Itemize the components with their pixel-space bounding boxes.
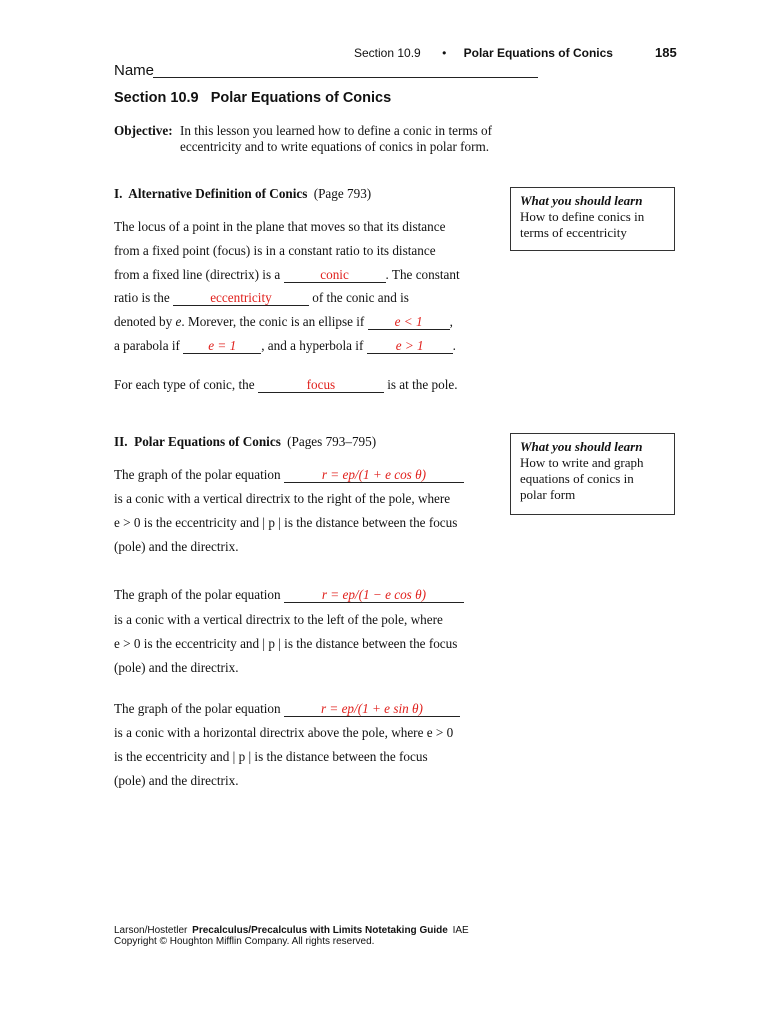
footer-authors: Larson/Hostetler: [114, 925, 188, 936]
header-bullet: •: [442, 46, 447, 60]
p1-line-4b: of the conic and is: [312, 290, 409, 305]
answer-parabola[interactable]: e = 1: [183, 338, 261, 354]
p1-line-1: The locus of a point in the plane that moves so that its distance: [114, 219, 446, 234]
answer-conic[interactable]: conic: [284, 267, 386, 283]
p2-block1-line-1: [114, 467, 464, 483]
sidebox-line: terms of eccentricity: [520, 225, 627, 240]
part1-heading-text: I. Alternative Definition of Conics: [114, 186, 308, 201]
part1-heading: [114, 186, 371, 202]
footer-credit: [114, 925, 469, 936]
sidebox-title: What you should learn: [520, 193, 643, 208]
objective-line-1: In this lesson you learned how to define a conic in terms of: [180, 123, 493, 138]
p1-line-7: [114, 377, 458, 393]
p2-lead: The graph of the polar equation: [114, 701, 281, 716]
name-line[interactable]: [153, 77, 538, 78]
part2-heading: [114, 434, 376, 450]
p1-line-5c: ,: [449, 314, 453, 329]
sidebox-line: How to define conics in: [520, 209, 645, 224]
p1-line-3a: from a fixed line (directrix) is a: [114, 267, 281, 282]
p1-line-3b: . The constant: [385, 267, 460, 282]
answer-ellipse[interactable]: e < 1: [368, 314, 450, 330]
p1-line-6b: , and a hyperbola if: [261, 338, 364, 353]
p1-line-6c: .: [452, 338, 456, 353]
p1-line-2: from a fixed point (focus) is in a constant ratio to its distance: [114, 243, 436, 258]
p1-line-4a: ratio is the: [114, 290, 170, 305]
p2-block1-line-3: e > 0 is the eccentricity and | p | is the distance between the focus: [114, 515, 458, 530]
answer-focus[interactable]: focus: [258, 377, 384, 393]
p2-block1-line-2: is a conic with a vertical directrix to the right of the pole, where: [114, 491, 451, 506]
p2-block2-line-3: e > 0 is the eccentricity and | p | is the distance between the focus: [114, 636, 458, 651]
p1-line-4: [114, 290, 409, 306]
sidebox-title: What you should learn: [520, 439, 643, 454]
sidebox-line: equations of conics in: [520, 471, 634, 486]
name-label: Name: [114, 62, 155, 79]
page-number: 185: [655, 45, 677, 60]
p1-line-5a: denoted by: [114, 314, 173, 329]
answer-polar-eq-1[interactable]: r = ep/(1 + e cos θ): [284, 467, 464, 483]
footer-iae: IAE: [452, 925, 469, 936]
p2-block3-line-1: [114, 701, 460, 717]
e-symbol: e: [175, 314, 182, 329]
footer-copyright: Copyright © Houghton Mifflin Company. All rights reserved.: [114, 936, 375, 947]
sidebox-line: How to write and graph: [520, 455, 644, 470]
p2-block1-line-4: (pole) and the directrix.: [114, 539, 239, 554]
p2-lead: The graph of the polar equation: [114, 467, 281, 482]
p2-block2-line-4: (pole) and the directrix.: [114, 660, 239, 675]
section-title: Section 10.9 Polar Equations of Conics: [114, 90, 392, 106]
p2-block2-line-1: [114, 587, 464, 603]
objective-line-2: eccentricity and to write equations of conics in polar form.: [180, 139, 490, 154]
p2-lead: The graph of the polar equation: [114, 587, 281, 602]
answer-eccentricity[interactable]: eccentricity: [173, 290, 309, 306]
sidebox-line: polar form: [520, 487, 576, 502]
p2-block3-line-4: (pole) and the directrix.: [114, 773, 239, 788]
answer-hyperbola[interactable]: e > 1: [367, 338, 453, 354]
p1-line-5b: . Morever, the conic is an ellipse if: [181, 314, 365, 329]
p2-block3-line-3: is the eccentricity and | p | is the distance between the focus: [114, 749, 428, 764]
header-section: Section 10.9: [354, 46, 421, 60]
p2-block2-line-2: is a conic with a vertical directrix to the left of the pole, where: [114, 612, 443, 627]
p1-line-7a: For each type of conic, the: [114, 377, 255, 392]
p1-line-6: [114, 338, 456, 354]
answer-polar-eq-2[interactable]: r = ep/(1 − e cos θ): [284, 587, 464, 603]
p1-line-3: [114, 267, 460, 283]
p1-line-7b: is at the pole.: [387, 377, 458, 392]
running-header: [354, 46, 613, 60]
part2-pages: (Pages 793–795): [287, 434, 377, 449]
p2-block3-line-2: is a conic with a horizontal directrix above the pole, where e > 0: [114, 725, 454, 740]
objective-label: Objective:: [114, 123, 173, 138]
footer-book: Precalculus/Precalculus with Limits Notetaking Guide: [192, 925, 448, 936]
sidebox-part2: [510, 433, 675, 515]
p1-line-6a: a parabola if: [114, 338, 180, 353]
p1-line-5: [114, 314, 453, 330]
header-title: Polar Equations of Conics: [463, 46, 613, 60]
part1-pages: (Page 793): [313, 186, 372, 201]
answer-polar-eq-3[interactable]: r = ep/(1 + e sin θ): [284, 701, 460, 717]
part2-heading-text: II. Polar Equations of Conics: [114, 434, 281, 449]
sidebox-part1: [510, 187, 675, 251]
